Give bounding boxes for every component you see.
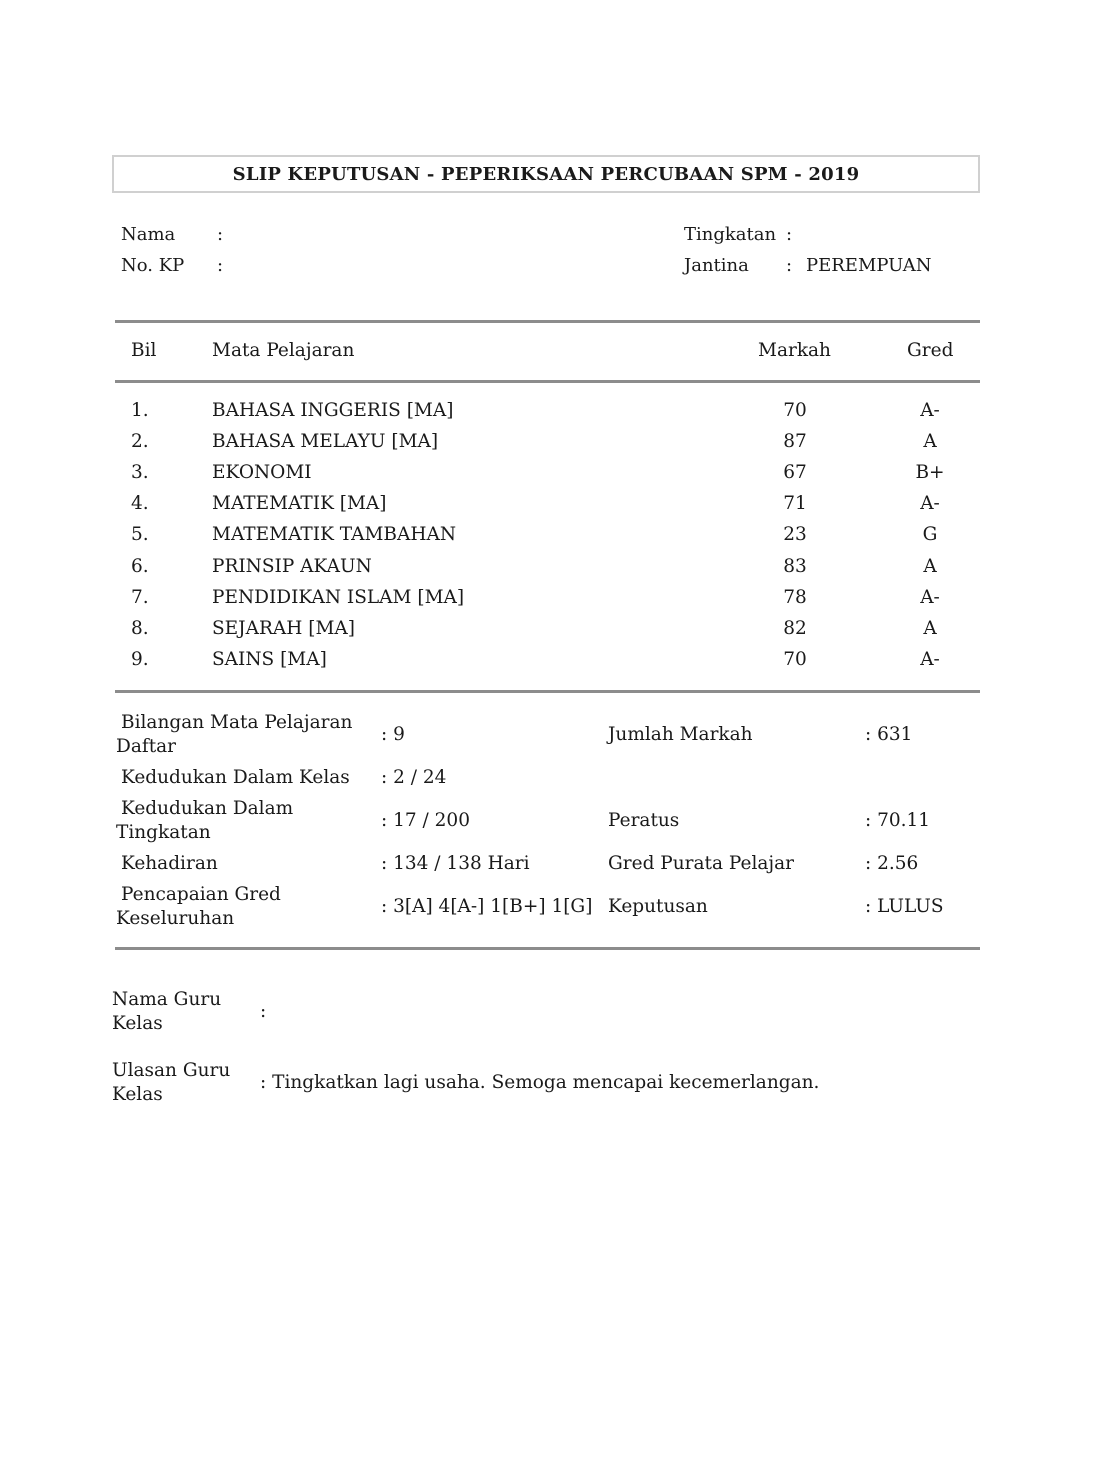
row-mark: 87	[783, 431, 807, 452]
table-row	[0, 649, 1110, 680]
row-bil: 7.	[131, 587, 149, 608]
row-subject: BAHASA MELAYU [MA]	[212, 431, 439, 452]
row-grade: A-	[920, 400, 940, 421]
teacher-name-label-line2: Kelas	[112, 1013, 163, 1034]
slip-title: SLIP KEPUTUSAN - PEPERIKSAAN PERCUBAAN SPM - 2019	[112, 155, 980, 193]
row-bil: 3.	[131, 462, 149, 483]
gpa-label: Gred Purata Pelajar	[608, 853, 794, 874]
row-mark: 83	[783, 556, 807, 577]
row-grade: A-	[920, 587, 940, 608]
subjects-count-label	[116, 711, 366, 759]
row-grade: A	[923, 556, 937, 577]
row-mark: 78	[783, 587, 807, 608]
teacher-remark-label-line1: Ulasan Guru	[112, 1060, 231, 1081]
header-bil: Bil	[131, 340, 157, 361]
row-mark: 82	[783, 618, 807, 639]
row-bil: 6.	[131, 556, 149, 577]
achievement-label	[116, 883, 366, 931]
achievement-label-line2: Keseluruhan	[116, 908, 235, 929]
teacher-remark-value: : Tingkatkan lagi usaha. Semoga mencapai kecemerlangan.	[260, 1072, 820, 1093]
table-row	[0, 618, 1110, 649]
summary-bottom-rule	[115, 947, 980, 950]
table-row	[0, 587, 1110, 618]
row-mark: 70	[783, 649, 807, 670]
row-grade: A-	[920, 493, 940, 514]
total-mark-label: Jumlah Markah	[608, 724, 753, 745]
gender-value: PEREMPUAN	[806, 255, 932, 276]
teacher-name-value: :	[260, 1001, 267, 1022]
form-rank-label-line1: Kedudukan Dalam	[121, 798, 294, 819]
form-colon: :	[786, 224, 793, 245]
table-header-rule	[115, 380, 980, 383]
row-mark: 71	[783, 493, 807, 514]
table-row	[0, 462, 1110, 493]
teacher-name-label	[112, 988, 221, 1036]
row-subject: EKONOMI	[212, 462, 312, 483]
row-subject: SAINS [MA]	[212, 649, 327, 670]
row-grade: G	[922, 524, 938, 545]
attendance-value: : 134 / 138 Hari	[381, 853, 530, 874]
form-rank-label	[116, 797, 366, 845]
class-rank-value: : 2 / 24	[381, 767, 447, 788]
subjects-count-label-line2: Daftar	[116, 736, 177, 757]
ic-colon: :	[217, 255, 224, 276]
name-label: Nama	[121, 224, 176, 245]
row-bil: 5.	[131, 524, 149, 545]
gpa-value: : 2.56	[865, 853, 919, 874]
row-bil: 8.	[131, 618, 149, 639]
row-bil: 2.	[131, 431, 149, 452]
teacher-name-label-line1: Nama Guru	[112, 989, 222, 1010]
teacher-remark-label-line2: Kelas	[112, 1084, 163, 1105]
gender-label: Jantina	[684, 255, 749, 276]
table-row	[0, 556, 1110, 587]
header-mark: Markah	[758, 340, 831, 361]
result-value: : LULUS	[865, 896, 944, 917]
row-grade: B+	[915, 462, 945, 483]
table-top-rule	[115, 320, 980, 323]
attendance-label: Kehadiran	[121, 853, 218, 874]
table-bottom-rule	[115, 690, 980, 693]
row-grade: A	[923, 431, 937, 452]
name-colon: :	[217, 224, 224, 245]
table-row	[0, 431, 1110, 462]
subjects-count-label-line1: Bilangan Mata Pelajaran	[121, 712, 353, 733]
row-bil: 4.	[131, 493, 149, 514]
row-subject: BAHASA INGGERIS [MA]	[212, 400, 454, 421]
row-mark: 23	[783, 524, 807, 545]
row-subject: MATEMATIK TAMBAHAN	[212, 524, 457, 545]
percent-label: Peratus	[608, 810, 680, 831]
row-bil: 1.	[131, 400, 149, 421]
result-label: Keputusan	[608, 896, 708, 917]
gender-colon: :	[786, 255, 793, 276]
table-row	[0, 524, 1110, 555]
row-subject: MATEMATIK [MA]	[212, 493, 387, 514]
row-subject: PENDIDIKAN ISLAM [MA]	[212, 587, 465, 608]
teacher-remark-label	[112, 1059, 230, 1107]
header-grade: Gred	[907, 340, 954, 361]
class-rank-label: Kedudukan Dalam Kelas	[121, 767, 350, 788]
row-bil: 9.	[131, 649, 149, 670]
row-subject: SEJARAH [MA]	[212, 618, 355, 639]
percent-value: : 70.11	[865, 810, 931, 831]
row-grade: A-	[920, 649, 940, 670]
table-row	[0, 493, 1110, 524]
row-mark: 70	[783, 400, 807, 421]
form-rank-label-line2: Tingkatan	[116, 822, 211, 843]
form-label: Tingkatan	[684, 224, 777, 245]
ic-label: No. KP	[121, 255, 185, 276]
subjects-count-value: : 9	[381, 724, 405, 745]
total-mark-value: : 631	[865, 724, 913, 745]
row-mark: 67	[783, 462, 807, 483]
table-row	[0, 400, 1110, 431]
achievement-value: : 3[A] 4[A-] 1[B+] 1[G]	[381, 896, 593, 917]
row-subject: PRINSIP AKAUN	[212, 556, 372, 577]
header-subject: Mata Pelajaran	[212, 340, 355, 361]
form-rank-value: : 17 / 200	[381, 810, 470, 831]
achievement-label-line1: Pencapaian Gred	[121, 884, 281, 905]
row-grade: A	[923, 618, 937, 639]
